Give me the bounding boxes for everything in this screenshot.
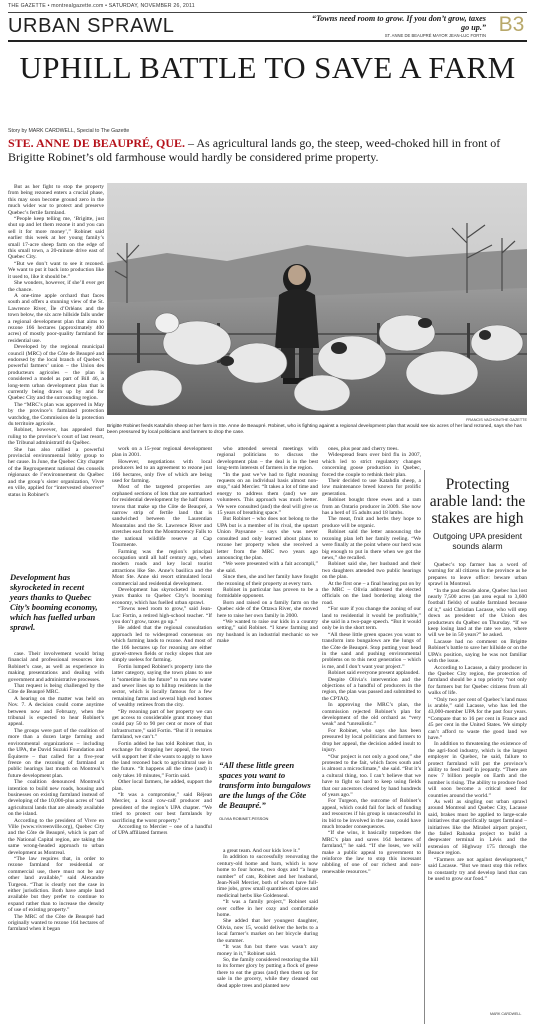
paragraph: So, the family considered restoring the hill to its former glory by putting a flock of geese there to eat the grass (and) then them up for sale in the grocery, while they cleaned out dead apple trees and planted new [217, 956, 318, 989]
article-column-2 [112, 446, 212, 1021]
section-header [8, 13, 527, 37]
paragraph: Most of the targeted properties are orphaned sections of lots that are earmarked for residential development by the half dozen towns that make up the Côte de Beaupré, a narrow strip of fertile land that is sandwiched between the Laurentian Mountains and the St. Lawrence River and stretches east from the Montmorency Falls to the national wildlife reserve at Cap Tourmente. [112, 484, 212, 549]
paragraph: According to the president of Vivre en Ville (www.vivreenville.org), Quebec City and the Côte de Beaupré, which is part of the National Capital region, are taking the same wrong-headed approach to urban development as Montreal. [8, 817, 104, 856]
paragraph: Robinet said everyone present applauded. [328, 670, 420, 677]
paragraph: “In the past decade alone, Quebec has lost nearly 7,500 acres (an area equal to 3,600 football fields) of usable farmland because of it,” said Christian Lacasse, who will step down as president of the Union des producteurs du Québec on Thursday. “If we keep losing land at the rate we are, where will we be in 50 years?” he asked. [428, 587, 527, 639]
folio-text: THE GAZETTE • montrealgazette.com • SATURDAY, NOVEMBER 26, 2011 [8, 3, 195, 9]
paragraph: Robinet, however, has appealed that ruling to the province’s court of last resort, the Tribunal administratif du Québec. [8, 427, 104, 447]
article-column-3 [217, 446, 318, 752]
article-column-4 [322, 446, 421, 1021]
paragraph: “In the past we’ve had to fight rezoning requests on an individual basis almost non-stop,” said Mercier. “It takes a lot of time and energy to address them (and) we are volunteers. This approach was much better. We were consulted (and) the deal will give us 15 years of breathing space.” [217, 471, 318, 517]
sidebar-body [428, 562, 527, 1008]
paragraph: Lacasse had no comment on Brigitte Robinet’s battle to save her hillside or on the UPA’s position, saying he was not familiar with the issue. [428, 638, 527, 665]
pull-quote-1: Development has skyrocketed in recent years thanks to Quebec City’s booming economy, which has fuelled urban sprawl. [10, 572, 98, 632]
paragraph: She has also rallied a powerful provincial environmental lobby group to her cause. In June, the Quebec City chapter of the Regroupement national des conseils régionaux de l’environnement du Québec and the group’s sister organization, Vivre en ville, applied for “intervested observer” status in Robinet’s [8, 446, 104, 498]
sidebar-divider [424, 470, 425, 1024]
paragraph: Fortin added he has told Robinet that, in exchange for dropping her appeal, the town will support her if she wants to apply to have the land rezoned back to agricultural use in the future. “It happens all the time (and) it only takes 10 minutes,” Fortin said. [112, 740, 212, 779]
paragraph: The coalition denounced Montreal’s intention to build new roads, housing and businesses on existing farmland instead of developing of the 10,000-plus acres of ‘sad agricultural lands that are already available on the island. [8, 779, 104, 818]
paragraph: At the first one – a final hearing put on by the MRC – Olivia addressed the elected officials on the land bordering along the road. [322, 580, 421, 606]
paragraph: The “MRC’s plan was approved in May by the province’s farmland protection watchdog, the Commission de la protection du territoire agricole. [8, 401, 104, 428]
paragraph: Development has skyrocketed in recent years thanks to Quebec City’s booming economy, which has fuelled urban sprawl. [112, 586, 212, 606]
sidebar-headline: Protecting arable land: the stakes are high [429, 476, 526, 527]
paragraph: Robinet said she, her husband and their two daughters attended two public hearings on the plan. [322, 561, 421, 581]
paragraph: That request is being challenged by the Côte de Beaupré MRC. [8, 683, 104, 696]
paragraph: Robinet in particular has proven to be a formidable opponent. [217, 586, 318, 600]
paragraph: “If she wins, it basically torpedoes the MRC’s plan and saves 164 hectares of farmland,” he said. “If she loses, we will make a public appeal to government to reinforce the law to stop this incessant nibbling of one of our richest and non-renewable resources.” [322, 830, 421, 875]
paragraph: In addition to successfully renovating the century-old home and barn, which is now home to four horses, two dogs and “a huge number” of cats, Robinet and her husband, Jean-Noël Mercier, both of whom have full-time jobs, grow small quantities of spices and medicinal herbs like Goldenseal. [217, 854, 318, 899]
paragraph: “Farmers are not against development,” said Lacasse. “But we must stop this reflex to constantly try and develop land that can be used to grow our food.” [428, 856, 527, 882]
photo-farm-sheep [107, 183, 527, 415]
pull-quote-2-text: “All these little green spaces you want to transform into bungalows are the lungs of the Côte de Beaupré.” [219, 760, 311, 810]
paragraph: But as her fight to stop the property from being rezoned enters a crucial phase, this may soon become ground zero in the much wider war to protect and preserve Quebec’s fertile farmland. [8, 184, 104, 216]
article-dateline: STE. ANNE DE BEAUPRÉ, QUE. [8, 136, 186, 150]
section-rule [8, 40, 527, 42]
folio [8, 3, 527, 12]
paragraph: “All these little green spaces you want to transform into bungalows are the lungs of the Côte de Beaupré. Stop putting your head in the sand and pushing environmental problems on to this next generation – which is me, and I don’t want your project.” [322, 631, 421, 670]
article-column-1-continued [8, 651, 104, 1021]
paragraph: A hearing on the matter was held on Nov. 7. A decision could come anytime between now and February, when the tribunal is expected to hear Robinet’s appeal. [8, 695, 104, 728]
article-deck-text: – As agricultural lands go, the steep, weed-choked hill in front of Brigitte Robinet’s old farmhouse would hardly be considered prime property. [8, 136, 501, 164]
paragraph: “People keep telling me, ‘Brigitte, just shut up and let them rezone it and you can sell it for more money’,” Robinet said earlier this week at her young family’s small 17-acre sheep farm on the edge of this small town, a 20-minute drive east of Quebec City. [8, 216, 104, 261]
paragraph: A one-time apple orchard that faces south and offers a stunning view of the St. Lawrence River, Île d’Orléans and the town below, the six acre hillside falls under a regional development plan that aims to rezone 166 hectares (approximately 400 acres) of mostly poor-quality farmland for residential use. [8, 292, 104, 344]
paragraph: case. Their involvement would bring financial and professional resources into Robinet’s case, as well as experience in making presentations and dealing with government and administrative processes. [8, 651, 104, 683]
paragraph: Born and raised on a family farm on the Quebec side of the Ottawa River, she moved here to raise her own family in 2000. [217, 599, 318, 619]
section-page-number: B3 [498, 13, 525, 36]
paragraph: Other local farmers, he added, support the plan. [112, 779, 212, 792]
photo-caption: Brigitte Robinet feeds Katahdin sheep at her farm in Ste. Anne de Beaupré. Robinet, who is fighting against a regional development plan that would see six acres of her land rezoned, says she has been pressured by local politicians and farmers to drop the case. [107, 424, 522, 435]
article-deck [8, 136, 527, 164]
paragraph: Widespread fears over bird flu in 2007, which led to strict regulatory changes concerning goose production in Quebec, forced the couple to rethink their plan. [322, 452, 421, 478]
paragraph: The groups were part of the coalition of more than a dozen large farming and environmental organizations – including the UPA, the David Suzuki Foundation and Équiterre – that called for a five-year freeze on the rezoning of farmland at public hearings last month on Montreal’s future development plan. [8, 727, 104, 779]
paragraph: The MRC of the Côte de Beaupré had originally wanted to rezone 164 hectares of farmland when it began [8, 913, 104, 933]
paragraph: According to Lacasse, a dairy producer in the Quebec City region, the protection of farmland should be a top priority “not only for farmers but for Quebec citizens from all walks of life. [428, 664, 527, 697]
article-photo [107, 183, 527, 415]
paragraph: Robinet bought three ewes and a ram from an Ontario producer in 2009. She now has a herd of 15 adults and 18 lambs. [322, 497, 421, 517]
paragraph: In approving the MRC’s plan, the commission rejected Robinet’s plan for development of the old orchard as “very weak” and “unrealistic.” [322, 702, 421, 728]
paragraph: “The law requires that, in order to rezone farmland for residential or commercial use, there must not be any other land available,” said Alexandre Turgeon. “That is clearly not the case in either jurisdiction. Both have ample land available but they prefer to continue to expand rather than to increase the density of use of existing property.” [8, 856, 104, 914]
paragraph: Quebec’s top farmer has a word of warning for all citizens in the province as he prepares to leave office: beware urban sprawl in Montreal. [428, 562, 527, 588]
article-headline: UPHILL BATTLE TO SAVE A FARM [19, 50, 516, 85]
paragraph: Farming was the region’s principal occupation until all half century ago, when modern roads and key local tourist attractions like Ste. Anne’s basilica and the Mont Ste. Anne ski resort stimulated local commercial and residential development. [112, 548, 212, 587]
paragraph: But Robinet – who does not belong to the UPA but is a member of its rival, the upstart Union Paysanne – says she was never consulted and only learned about plans to rezone her property when she received a letter from the MRC two years ago announcing the plan. [217, 516, 318, 561]
paragraph: She wonders, however, if she’ll ever get the chance. [8, 280, 104, 293]
paragraph: She added that her youngest daughter, Olivia, now 15, would deliver the herbs to a local farmer’s market on her bicycle during the summer. [217, 918, 318, 944]
section-quote-attribution: ST. ANNE DE BEAUPRÉ MAYOR JEAN-LUC FORTIN [384, 33, 486, 38]
paragraph: Robinet said the letter announcing the rezoning plan left her family reeling. “We were finally at the point where our herd was big enough to put in there when we got the news,” she recalled. [322, 529, 421, 561]
paragraph: However, negotiations with local producers led to an agreement to rezone just 166 hectares, only five of which are being used for farming. [112, 458, 212, 485]
pull-quote-2-attribution: OLIVIA ROBINET-PESSON [219, 816, 269, 821]
paragraph: In addition to threatening the existence of the agri-food industry, which is the largest employer in Quebec, he said, failure to protect farmland will put the province’s ability to feed itself in jeopardy. “There are now 7 billion people on Earth and the number is rising. The ability to produce food will soon become a critical need for countries around the world.” [428, 741, 527, 799]
paragraph: “It was a compromise,” said Réjean Mercier, a local cow-calf producer and president of the region’s UPA chapter. “We tried to protect our best farmlands by sacrificing the worst property.” [112, 791, 212, 824]
paragraph: The meat, fruit and herbs they hope to produce will be organic. [322, 516, 421, 529]
paragraph: “Only two per cent of Quebec’s land mass is arable,” said Lacasse, who has led the 43,000-member UPA for the past four years. “Compare that to 16 per cent in France and 45 per cent in the United States. We simply can’t afford to waste the good land we have.” [428, 696, 527, 741]
paragraph: He added that the regional consultation approach led to widespread consensus on which farming lands to rezone. And most of the 166 hectares up for rezoning are either gravel-strewn fields or rocky slopes that are simply useless for farming. [112, 625, 212, 664]
sidebar-header [428, 476, 527, 551]
article-column-1 [8, 184, 104, 568]
paragraph: Developed by the regional municipal council (MRC) of the Côte de Beaupré and endorsed by the local branch of Quebec’s powerful farmers’ union – the Union des producteurs agricoles – the plan is considered a model as part of Bill 46, a long-term urban development plan that is currently being drawn up by and for Quebec City and the surrounding region. [8, 344, 104, 402]
paragraph: “It was a family project,” Robinet said over coffee in her cozy and comfortable home. [217, 899, 318, 919]
paragraph: For Turgeon, the outcome of Robinet’s appeal, which could fail for lack of funding and resources if his group is unsuccessful in its bid to be involved in the case, could have much broader consequences. [322, 798, 421, 830]
section-name: URBAN SPRAWL [8, 15, 175, 37]
paragraph: “We wanted to raise our kids in a country setting,” said Robinet. “I knew farming and my husband is an industrial mechanic so we make [217, 618, 318, 645]
photo-credit: FRANCIS VACHON/THE GAZETTE [466, 418, 527, 422]
paragraph: “By rezoning part of her property we can get access to considerable grant money that could pay 50 to 90 per cent or more of that infrastructure,” said Fortin. “But if it remains farmland, we can’t.” [112, 708, 212, 741]
paragraph: Fortin lumped Robinet’s property into the latter category, saying the town plans to use it “sometime in the future” to run new water and sewer lines up to hilltop residents in the sector, which is locally famous for a few remaining farms and several high end homes of wealthy retirees from the city. [112, 663, 212, 709]
paragraph: As well as singling out urban sprawl around Montreal and Quebec City, Lacasse said, brakes must be applied to large-scale initiatives that specifically target farmland – initiatives like the Mirabel airport project, the failed Rabaska project to build a deepwater terminal in Lévis and the extension of Highway 175 through the Beauce region. [428, 799, 527, 857]
paragraph: work on a 15-year regional development plan in 2001. [112, 446, 212, 459]
paragraph: “We were presented with a fait accompli,” she said. [217, 561, 318, 574]
paragraph: Since then, she and her family have fought the rezoning of their property at every turn. [217, 574, 318, 587]
paragraph: “Our project is not only a good one,” she protested to the fait, which faces south and is almost a microclimate,” she said. “But it’s a cultural thing, too. I can’t believe that we have to fight so hard to keep using fields that our ancestors cleared by hand hundreds of years ago.” [322, 753, 421, 798]
pull-quote-2 [219, 760, 314, 824]
paragraph: ones, plus pear and cherry trees. [328, 446, 399, 452]
paragraph: “Towns need room to grow,” said Jean-Luc Fortin, a retired high-school teacher. “If you don’t grow, taxes go up.” [112, 606, 212, 625]
paragraph: According to Mercier – one of a handful of UPA affiliated farmers [112, 823, 212, 837]
section-quote: “Towns need room to grow. If you don’t grow, taxes go up.” [311, 14, 486, 32]
sidebar-subhead: Outgoing UPA president sounds alarm [432, 531, 523, 551]
paragraph: For Robinet, who says she has been pressured by local politicians and farmers to drop her appeal, the decision added insult to injury. [322, 727, 421, 754]
article-column-3-continued [217, 848, 318, 1021]
paragraph: “For sure if you change the zoning of our land to residential it would be profitable,” she said in a two-page speech. “But it would only be in the short term. [322, 606, 421, 632]
paragraph: who attended several meetings with regional politicians to discuss the development plan – the deal is in the best long-term interests of farmers in the region. [217, 446, 318, 472]
article-byline: Story by MARK CARDWELL, Special to The Gazette [8, 128, 130, 134]
paragraph: “But we don’t want to see it rezoned. We want to put it back into production like it used to, like it should be.” [8, 260, 104, 280]
paragraph: a great team. And our kids love it.” [223, 848, 301, 854]
paragraph: Their decided to use Katahdin sheep, a low maintenance breed known for prolific generation. [322, 478, 421, 497]
sidebar-credit: MARK CARDWELL [490, 1012, 522, 1016]
paragraph: Despite Olivia’s intervention and the objections of a handful of producers in the region, the plan was passed and submitted to the CPTAQ. [322, 676, 421, 702]
paragraph: “It was fun but there was wasn’t any money in it,” Robinet said. [217, 944, 318, 957]
